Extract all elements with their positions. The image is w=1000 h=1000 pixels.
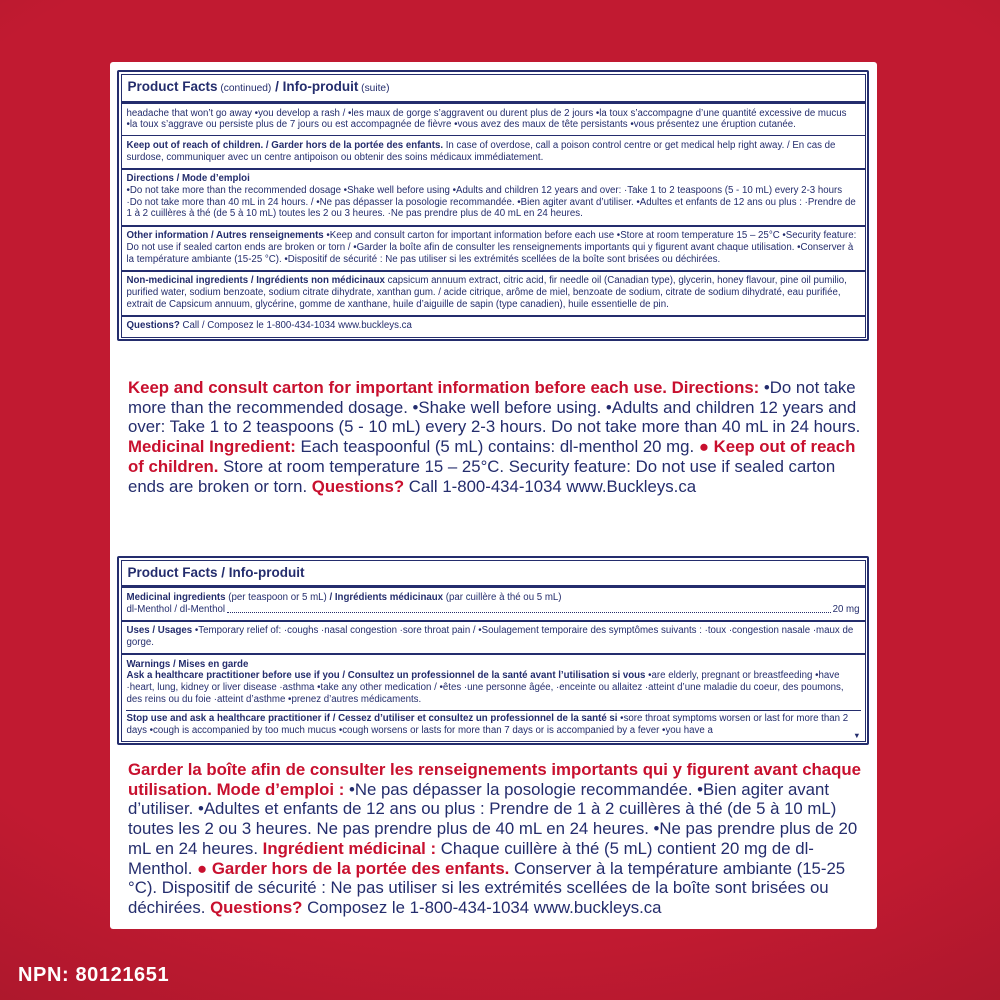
row-medicinal-ingredients [122, 585, 865, 620]
medicinal-ingredients-heading: Medicinal ingredients (per teaspoon or 5 mL) / Ingrédients médicinaux (par cuillère à thé ou 5 mL) [126, 591, 562, 603]
table-inner-border [121, 560, 866, 742]
row-other-information: Other information / Autres renseignements •Keep and consult carton for important information before each use •Store at room temperature 15 – 25°C •Security feature: Do not use if sealed carton ends are broken or torn / •Garder la boîte afin de consulter les renseignements importants qui y figurent avant chaque utilisation. •Conserver à la température ambiante (15-25 °C). •Dispositif de sécurité : Ne pas utiliser si les extrémités scellées de la boîte sont brisées ou déchirées. [122, 225, 865, 270]
product-facts-table [117, 556, 869, 745]
directions-heading: Directions / Mode d’emploi [126, 173, 250, 185]
table-continued-title: Product Facts (continued) / Info-produit (suite) [127, 78, 390, 94]
row-symptoms: headache that won’t go away •you develop a rash / •les maux de gorge s’aggravent ou durent plus de 2 jours •la toux s’accompagne d’une quantité excessive de mucus •la toux s’aggrave ou persiste plus de 7 jours ou est accompagnée de fièvre •vous avez des maux de tête persistants •vous présentez une éruption cutanée. [122, 101, 865, 135]
label-panel [110, 62, 877, 929]
table-title: Product Facts / Info-produit [127, 564, 305, 580]
product-facts-continued-table [117, 70, 869, 341]
summary-text-french: Garder la boîte afin de consulter les renseignements importants qui y figurent avant chaque utilisation. Mode d’emploi : •Ne pas dépasser la posologie recommandée. •Bien agiter avant d’utiliser. •Adultes et enfants de 12 ans ou plus : Prendre de 1 à 2 cuillères à thé (de 5 à 10 mL) toutes les 2 ou 3 heures. Ne pas prendre plus de 40 mL en 24 heures. •Ne pas prendre plus de 20 mL en 24 heures. Ingrédient médicinal : Chaque cuillère à thé (5 mL) contient 20 mg de dl-Menthol. ● Garder hors de la portée des enfants. Conserver à la température ambiante (15-25 °C). Dispositif de sécurité : Ne pas utiliser si les extrémités scellées de la boîte sont brisées ou déchirées. Questions? Composez le 1-800-434-1034 www.buckleys.ca [128, 760, 861, 917]
text-continues-down-icon: ▼ [853, 730, 861, 740]
row-questions-continued: Questions? Call / Composez le 1-800-434-1034 www.buckleys.ca [122, 315, 865, 337]
ingredient-name: dl-Menthol / dl-Menthol [126, 603, 226, 615]
stop-use-body: Stop use and ask a healthcare practitioner if / Cessez d’utiliser et consultez un professionnel de la santé si •sore throat symptoms worsen or last for more than 2 days •cough is accompanied by too much mucus •cough worsens or lasts for more than 7 days or is accompanied by a fever •you have a [126, 712, 849, 736]
directions-body: •Do not take more than the recommended dosage •Shake well before using •Adults and children 12 years and over: ·Take 1 to 2 teaspoons (5 - 10 mL) every 2-3 hours ·Do not take more than 40 mL in 24 hours. / •Ne pas dépasser la posologie recommandée. •Bien agiter avant d’utiliser. •Adultes et enfants de 12 ans ou plus : ·Prendre de 1 à 2 cuillères à thé (de 5 à 10 mL) toutes les 2 ou 3 heures. ·Ne pas prendre plus de 40 mL en 24 heures. [126, 185, 856, 220]
table-inner-border [121, 74, 866, 338]
row-warnings [122, 653, 865, 710]
summary-text-english: Keep and consult carton for important information before each use. Directions: •Do not take more than the recommended dosage. •Shake well before using. •Adults and children 12 years and over: Take 1 to 2 teaspoons (5 - 10 mL) every 2-3 hours. Do not take more than 40 mL in 24 hours. Medicinal Ingredient: Each teaspoonful (5 mL) contains: dl-menthol 20 mg. ● Keep out of reach of children. Store at room temperature 15 – 25°C. Security feature: Do not use if sealed carton ends are broken or torn. Questions? Call 1-800-434-1034 www.Buckleys.ca [128, 378, 861, 496]
row-directions [122, 168, 865, 225]
row-stop-use [122, 711, 865, 741]
warnings-body: Ask a healthcare practitioner before use if you / Consultez un professionnel de la santé avant l’utilisation si vous •are elderly, pregnant or breastfeeding •have ·heart, lung, kidney or liver disease ·asthma •take any other medication / •êtes ·une personne âgée, ·enceinte ou allaitez ·atteint d’une maladie du coeur, des poumons, des reins ou du foie ·atteint d’asthme •prenez d’autres médicaments. [126, 670, 844, 705]
row-non-medicinal-ingredients: Non-medicinal ingredients / Ingrédients non médicinaux capsicum annuum extract, citric acid, fir needle oil (Canadian type), glycerin, honey flavour, pine oil pumilio, purified water, sodium benzoate, sodium citrate dihydrate, xanthan gum. / acide citrique, arôme de miel, benzoate de sodium, citrate de sodium dihydraté, eau purifiée, extrait de Capsicum annuum, glycérine, gomme de xanthane, huile d’aiguille de sapin (type canadien), huile essentielle de pin. [122, 270, 865, 315]
row-uses: Uses / Usages •Temporary relief of: ·coughs ·nasal congestion ·sore throat pain / •Soulagement temporaire des symptômes suivants : ·toux ·congestion nasale ·maux de gorge. [122, 620, 865, 653]
dotted-leader [227, 603, 831, 613]
medicinal-ingredient-leader [127, 603, 860, 615]
npn-number: NPN: 80121651 [18, 964, 170, 986]
ingredient-amount: 20 mg [832, 603, 860, 615]
warnings-heading: Warnings / Mises en garde [126, 658, 249, 670]
row-keep-out-of-reach: Keep out of reach of children. / Garder hors de la portée des enfants. In case of overdose, call a poison control centre or get medical help right away. / En cas de surdose, communiquer avec un centre antipoison ou obtenir des soins médicaux immédiatement. [122, 135, 865, 167]
